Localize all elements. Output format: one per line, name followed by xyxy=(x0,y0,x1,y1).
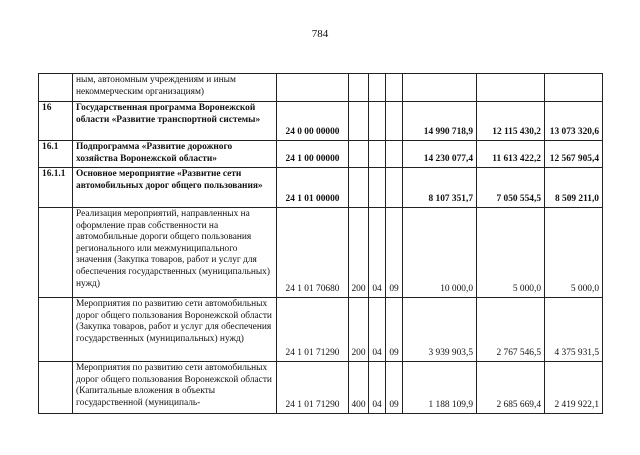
budget-table xyxy=(38,73,603,414)
table-row xyxy=(39,141,603,168)
table-row xyxy=(39,298,603,362)
amount-year-1: 14 990 718,9 xyxy=(403,102,477,141)
amount-year-1: 3 939 903,5 xyxy=(403,298,477,362)
expense-type xyxy=(349,141,369,168)
row-name: Мероприятия по развитию сети автомобильных дорог общего пользования Воронежской области (Закупка товаров, работ и услуг для обеспечения государственных (муниципальных) нужд) xyxy=(73,298,277,362)
amount-year-3: 13 073 320,6 xyxy=(545,102,603,141)
table-row xyxy=(39,362,603,414)
expense-type: 400 xyxy=(349,362,369,414)
page-number: 784 xyxy=(311,28,329,40)
expense-type xyxy=(349,74,369,102)
amount-year-1: 1 188 109,9 xyxy=(403,362,477,414)
subsection: 09 xyxy=(386,208,403,298)
amount-year-2: 11 613 422,2 xyxy=(477,141,545,168)
expense-type: 200 xyxy=(349,208,369,298)
target-article-code xyxy=(277,74,349,102)
row-number xyxy=(39,208,73,298)
amount-year-3: 5 000,0 xyxy=(545,208,603,298)
row-number: 16 xyxy=(39,102,73,141)
table-row xyxy=(39,102,603,141)
subsection xyxy=(386,102,403,141)
target-article-code: 24 1 00 00000 xyxy=(277,141,349,168)
row-number xyxy=(39,362,73,414)
row-name: ным, автономным учреждениям и иным некоммерческим организациям) xyxy=(73,74,277,102)
row-number xyxy=(39,74,73,102)
amount-year-2 xyxy=(477,74,545,102)
row-name: Мероприятия по развитию сети автомобильных дорог общего пользования Воронежской области (Капитальные вложения в объекты государственной (муниципаль- xyxy=(73,362,277,414)
section xyxy=(369,102,386,141)
section xyxy=(369,141,386,168)
subsection: 09 xyxy=(386,298,403,362)
amount-year-3: 8 509 211,0 xyxy=(545,168,603,208)
subsection xyxy=(386,168,403,208)
row-name: Основное мероприятие «Развитие сети автомобильных дорог общего пользования» xyxy=(73,168,277,208)
table-row xyxy=(39,74,603,102)
amount-year-2: 12 115 430,2 xyxy=(477,102,545,141)
amount-year-2: 2 685 669,4 xyxy=(477,362,545,414)
expense-type: 200 xyxy=(349,298,369,362)
amount-year-1: 10 000,0 xyxy=(403,208,477,298)
target-article-code: 24 0 00 00000 xyxy=(277,102,349,141)
row-number: 16.1 xyxy=(39,141,73,168)
amount-year-1: 14 230 077,4 xyxy=(403,141,477,168)
target-article-code: 24 1 01 71290 xyxy=(277,362,349,414)
subsection xyxy=(386,141,403,168)
expense-type xyxy=(349,102,369,141)
subsection: 09 xyxy=(386,362,403,414)
row-number: 16.1.1 xyxy=(39,168,73,208)
amount-year-1: 8 107 351,7 xyxy=(403,168,477,208)
section: 04 xyxy=(369,298,386,362)
amount-year-2: 7 050 554,5 xyxy=(477,168,545,208)
table-row xyxy=(39,208,603,298)
table-row xyxy=(39,168,603,208)
row-name: Государственная программа Воронежской области «Развитие транспортной системы» xyxy=(73,102,277,141)
row-name: Подпрограмма «Развитие дорожного хозяйства Воронежской области» xyxy=(73,141,277,168)
amount-year-3: 4 375 931,5 xyxy=(545,298,603,362)
amount-year-1 xyxy=(403,74,477,102)
amount-year-3 xyxy=(545,74,603,102)
amount-year-3: 2 419 922,1 xyxy=(545,362,603,414)
section: 04 xyxy=(369,208,386,298)
section xyxy=(369,168,386,208)
target-article-code: 24 1 01 71290 xyxy=(277,298,349,362)
row-name: Реализация мероприятий, направленных на оформление прав собственности на автомобильные дороги общего пользования регионального или межмуниципального значения (Закупка товаров, работ и услуг для обеспечения государственных (муниципальных) нужд) xyxy=(73,208,277,298)
section: 04 xyxy=(369,362,386,414)
amount-year-2: 2 767 546,5 xyxy=(477,298,545,362)
target-article-code: 24 1 01 00000 xyxy=(277,168,349,208)
expense-type xyxy=(349,168,369,208)
amount-year-2: 5 000,0 xyxy=(477,208,545,298)
target-article-code: 24 1 01 70680 xyxy=(277,208,349,298)
subsection xyxy=(386,74,403,102)
row-number xyxy=(39,298,73,362)
amount-year-3: 12 567 905,4 xyxy=(545,141,603,168)
section xyxy=(369,74,386,102)
